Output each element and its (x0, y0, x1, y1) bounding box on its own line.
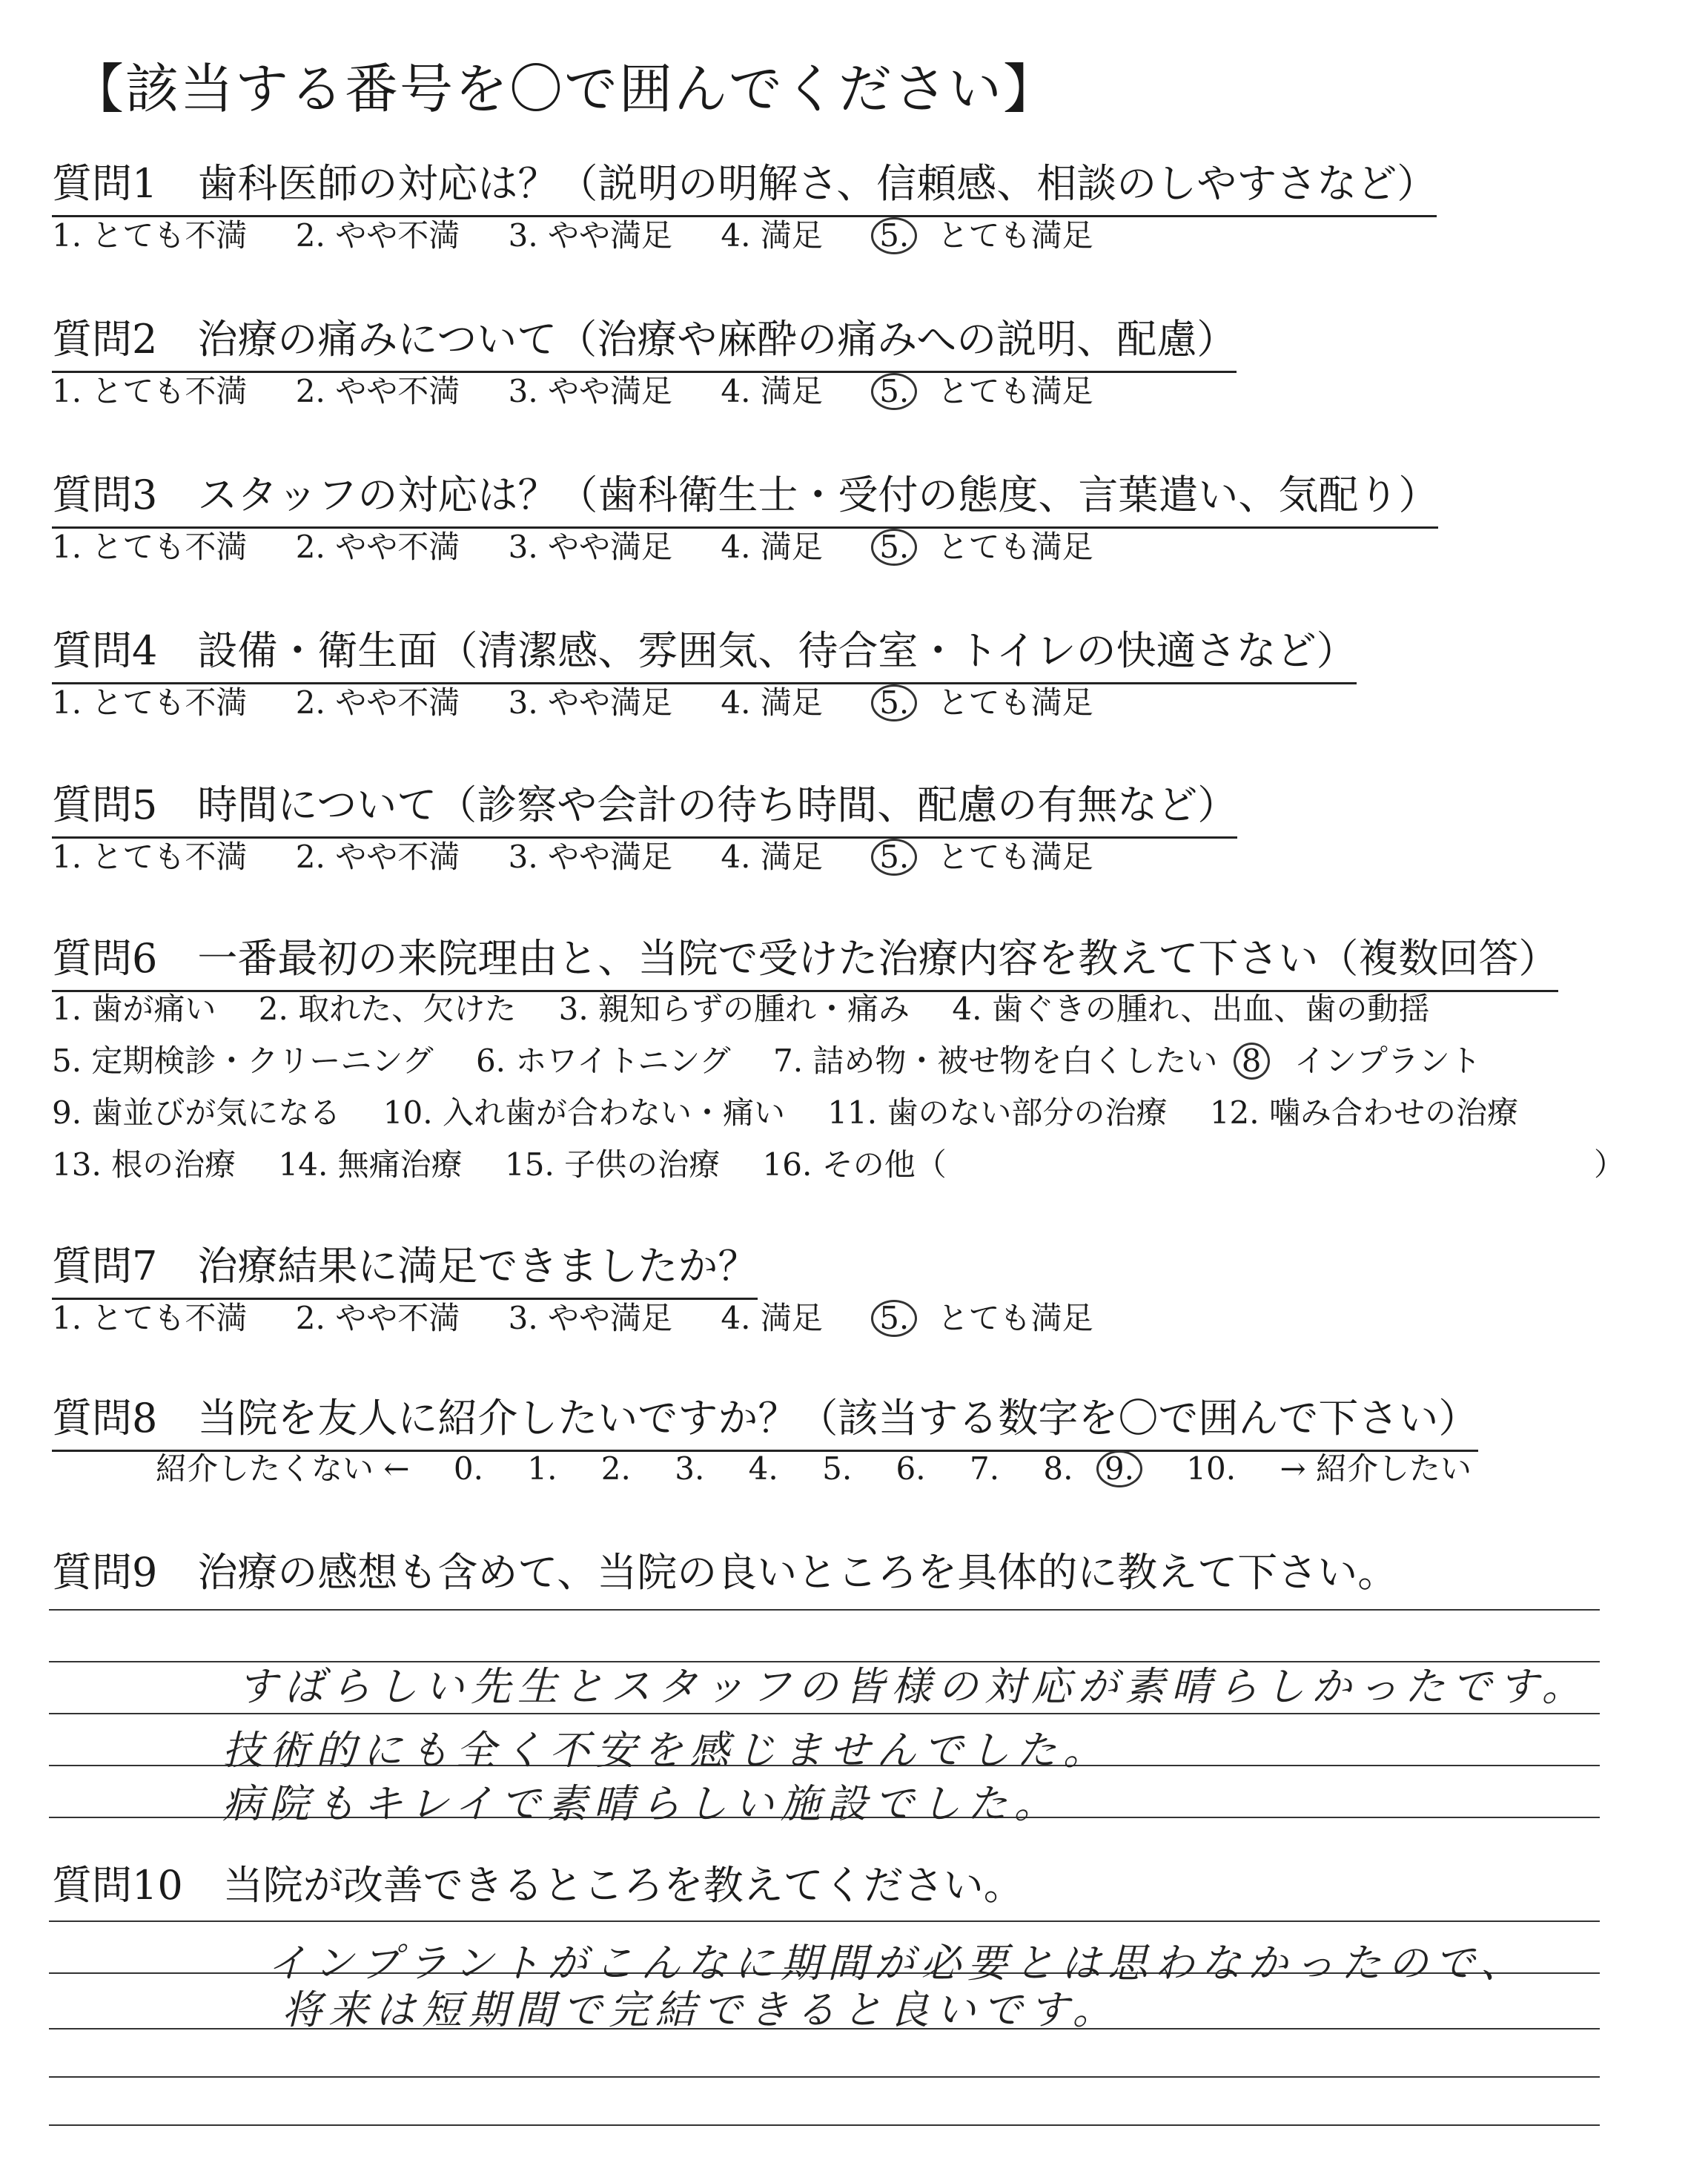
answer-line (49, 1609, 1600, 1611)
question-6-row-3 (52, 1089, 1551, 1133)
option-5-circled[interactable]: 5. (871, 217, 917, 254)
option-3[interactable]: 3. やや満足 (508, 373, 673, 409)
option-3[interactable]: 3. やや満足 (508, 217, 673, 254)
page-title: 【該当する番号を〇で囲んでください】 (70, 58, 1059, 120)
option-1[interactable]: 1. とても不満 (52, 1300, 248, 1336)
option-1[interactable]: 1. とても不満 (52, 373, 248, 409)
question-5-options (52, 833, 1132, 877)
reason-option[interactable]: 10. 入れ歯が合わない・痛い (383, 1094, 785, 1131)
scale-option[interactable]: 7. (969, 1450, 1000, 1487)
option-5-label: とても満足 (937, 373, 1093, 409)
question-10-heading: 質問10 当院が改善できるところを教えてください。 (52, 1862, 1024, 1909)
answer-line (49, 2076, 1600, 2078)
handwritten-answer-line: 技術的にも全く不安を感じませんでした。 (222, 1727, 1110, 1774)
question-1-options (52, 211, 1132, 256)
other-close-paren: ） (1594, 1146, 1626, 1183)
option-3[interactable]: 3. やや満足 (508, 684, 673, 721)
option-3[interactable]: 3. やや満足 (508, 529, 673, 565)
reason-option[interactable]: 1. 歯が痛い (52, 991, 216, 1027)
option-4[interactable]: 4. 満足 (721, 529, 823, 565)
reason-option[interactable]: 15. 子供の治療 (505, 1146, 721, 1183)
option-3[interactable]: 3. やや満足 (508, 1300, 673, 1336)
question-3-options (52, 523, 1132, 567)
question-9-heading: 質問9 治療の感想も含めて、当院の良いところを具体的に教えて下さい。 (52, 1549, 1398, 1596)
reason-option-8-circled[interactable]: 8 (1234, 1043, 1270, 1080)
option-5-label: とても満足 (937, 839, 1093, 875)
question-4-options (52, 678, 1132, 723)
option-1[interactable]: 1. とても不満 (52, 529, 248, 565)
reason-option[interactable]: 16. その他（ (762, 1146, 947, 1183)
option-2[interactable]: 2. やや不満 (295, 839, 460, 875)
handwritten-answer-line: 病院もキレイで素晴らしい施設でした。 (222, 1780, 1061, 1827)
option-4[interactable]: 4. 満足 (721, 1300, 823, 1336)
question-5-heading: 質問5 時間について（診察や会計の待ち時間、配慮の有無など） (52, 773, 1237, 839)
question-1-heading: 質問1 歯科医師の対応は？（説明の明解さ、信頼感、相談のしやすさなど） (52, 152, 1437, 217)
option-5-circled[interactable]: 5. (871, 373, 917, 410)
question-6-row-4 (52, 1140, 979, 1185)
scale-option[interactable]: 10. (1186, 1450, 1237, 1487)
reason-option[interactable]: 14. 無痛治療 (278, 1146, 463, 1183)
scale-option[interactable]: 2. (600, 1450, 631, 1487)
option-5-label: とても満足 (937, 529, 1093, 565)
option-3[interactable]: 3. やや満足 (508, 839, 673, 875)
answer-line (49, 1713, 1600, 1714)
handwritten-answer-line: すばらしい先生とスタッフの皆様の対応が素晴らしかったです。 (237, 1663, 1589, 1710)
reason-option[interactable]: 5. 定期検診・クリーニング (52, 1043, 434, 1079)
reason-option[interactable]: 13. 根の治療 (52, 1146, 236, 1183)
scale-option[interactable]: 6. (896, 1450, 926, 1487)
reason-option[interactable]: 12. 噛み合わせの治療 (1209, 1094, 1518, 1131)
question-7-heading: 質問7 治療結果に満足できましたか？ (52, 1235, 758, 1300)
question-7-options (52, 1294, 1132, 1338)
option-5-label: とても満足 (937, 217, 1093, 254)
option-5-label: とても満足 (937, 684, 1093, 721)
reason-option[interactable]: 4. 歯ぐきの腫れ、出血、歯の動揺 (952, 991, 1430, 1027)
scale-option[interactable]: 8. (1043, 1450, 1073, 1487)
scale-option[interactable]: 5. (822, 1450, 853, 1487)
recommend-scale (156, 1444, 1506, 1489)
option-2[interactable]: 2. やや不満 (295, 1300, 460, 1336)
scale-option[interactable]: 1. (527, 1450, 557, 1487)
option-5-circled[interactable]: 5. (871, 529, 917, 566)
option-5-circled[interactable]: 5. (871, 839, 917, 876)
question-6-row-1 (52, 985, 1462, 1029)
question-2-options (52, 367, 1132, 412)
question-6-heading: 質問6 一番最初の来院理由と、当院で受けた治療内容を教えて下さい（複数回答） (52, 927, 1558, 992)
question-2-heading: 質問2 治療の痛みについて（治療や麻酔の痛みへの説明、配慮） (52, 308, 1237, 373)
reason-option[interactable]: 9. 歯並びが気になる (52, 1094, 341, 1131)
option-5-circled[interactable]: 5. (871, 1300, 917, 1337)
scale-option-9-circled[interactable]: 9. (1096, 1450, 1142, 1487)
scale-option[interactable]: 0. (453, 1450, 483, 1487)
answer-line (49, 1920, 1600, 1922)
option-4[interactable]: 4. 満足 (721, 217, 823, 254)
option-2[interactable]: 2. やや不満 (295, 529, 460, 565)
reason-option[interactable]: 6. ホワイトニング (475, 1043, 731, 1079)
option-4[interactable]: 4. 満足 (721, 684, 823, 721)
scale-option[interactable]: 4. (748, 1450, 778, 1487)
option-4[interactable]: 4. 満足 (721, 373, 823, 409)
option-1[interactable]: 1. とても不満 (52, 217, 248, 254)
reason-option[interactable]: 11. 歯のない部分の治療 (827, 1094, 1168, 1131)
option-2[interactable]: 2. やや不満 (295, 684, 460, 721)
option-1[interactable]: 1. とても不満 (52, 684, 248, 721)
scale-left-label: 紹介したくない ← (156, 1450, 410, 1487)
option-1[interactable]: 1. とても不満 (52, 839, 248, 875)
option-5-circled[interactable]: 5. (871, 684, 917, 721)
option-5-label: とても満足 (937, 1300, 1093, 1336)
answer-line (49, 2124, 1600, 2126)
scale-right-label: → 紹介したい (1280, 1450, 1472, 1487)
reason-option-8-label: インプラント (1294, 1043, 1481, 1079)
handwritten-answer-line: インプラントがこんなに期間が必要とは思わなかったので、 (267, 1940, 1527, 1986)
question-8-heading: 質問8 当院を友人に紹介したいですか？（該当する数字を〇で囲んで下さい） (52, 1387, 1478, 1452)
option-2[interactable]: 2. やや不満 (295, 217, 460, 254)
option-2[interactable]: 2. やや不満 (295, 373, 460, 409)
scale-option[interactable]: 3. (675, 1450, 705, 1487)
question-4-heading: 質問4 設備・衛生面（清潔感、雰囲気、待合室・トイレの快適さなど） (52, 619, 1357, 684)
reason-option[interactable]: 7. 詰め物・被せ物を白くしたい (772, 1043, 1218, 1079)
reason-option[interactable]: 2. 取れた、欠けた (258, 991, 517, 1027)
question-6-row-2 (52, 1037, 1514, 1081)
reason-option[interactable]: 3. 親知らずの腫れ・痛み (558, 991, 910, 1027)
option-4[interactable]: 4. 満足 (721, 839, 823, 875)
handwritten-answer-line: 将来は短期間で完結できると良いです。 (282, 1986, 1119, 2033)
question-3-heading: 質問3 スタッフの対応は？（歯科衛生士・受付の態度、言葉遣い、気配り） (52, 463, 1438, 529)
